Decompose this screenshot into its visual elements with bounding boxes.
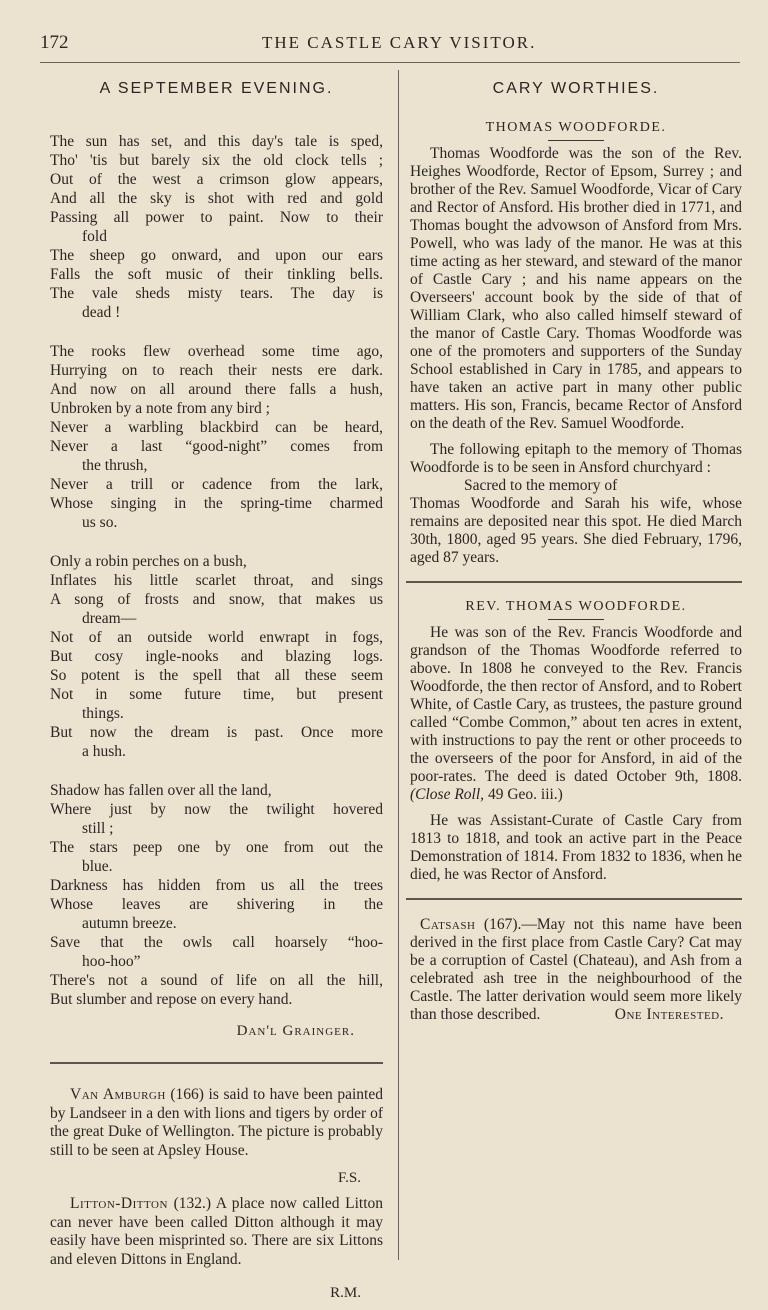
poem-title: A SEPTEMBER EVENING.	[99, 80, 334, 97]
poem-line: Whose singing in the spring-time charmed	[50, 495, 383, 512]
poem-line: So potent is the spell that all these seem	[50, 667, 383, 684]
note-heading: Catsash	[420, 916, 476, 933]
poem-line: a hush.	[82, 743, 126, 760]
poem-line: fold	[82, 228, 107, 245]
note-catsash	[410, 916, 742, 1024]
note-text: (166) is said to have been painted by Landseer in a den with lions and tigers by order of the great Duke of Wellington. The picture is probably still to be seen at Apsley House.	[50, 1086, 383, 1159]
poem-line: autumn breeze.	[82, 915, 177, 932]
poem-line: Inflates his little scarlet throat, and sings	[50, 572, 383, 589]
poem-line: dead !	[82, 304, 121, 321]
poem-line: the thrush,	[82, 457, 148, 474]
poem-line: The stars peep one by one from out the	[50, 839, 383, 856]
poem-line: Save that the owls call hoarsely “hoo-	[50, 934, 383, 951]
poem-line: Whose leaves are shivering in the	[50, 896, 383, 913]
poem-line: dream—	[82, 610, 137, 627]
section-divider	[406, 581, 742, 583]
poem-line: Falls the soft music of their tinkling bells.	[50, 266, 383, 283]
epitaph-first-line: Sacred to the memory of	[464, 477, 618, 494]
article-paragraph: He was Assistant-Curate of Castle Cary from 1813 to 1818, and took an active part in the Peace Demonstration of 1814. From 1832 to 1836, when he died, he was Rector of Ansford.	[410, 812, 742, 883]
article-title: THOMAS WOODFORDE.	[485, 120, 667, 135]
reference-end: 49 Geo. iii.)	[487, 786, 563, 803]
note-signature: One Interested.	[614, 1006, 724, 1023]
poem-line: us so.	[82, 514, 118, 531]
reference-italic: (Close Roll,	[410, 786, 485, 803]
left-column	[50, 76, 383, 1310]
note-heading: Van Amburgh	[70, 1086, 166, 1103]
title-rule	[548, 619, 604, 620]
poem-line: And all the sky is shot with red and gold	[50, 190, 383, 207]
poem-line: The sun has set, and this day's tale is sped,	[50, 133, 383, 150]
poem-line: A song of frosts and snow, that makes us	[50, 591, 383, 608]
poem-line: Unbroken by a note from any bird ;	[50, 400, 270, 417]
poem-line: Out of the west a crimson glow appears,	[50, 171, 383, 188]
poem-line: Only a robin perches on a bush,	[50, 553, 247, 570]
poem-line: And now on all around there falls a hush,	[50, 381, 383, 398]
article-title: REV. THOMAS WOODFORDE.	[465, 599, 687, 614]
note-litton-ditton	[50, 1195, 383, 1302]
title-rule	[548, 140, 604, 141]
poem-line: still ;	[82, 820, 114, 837]
article-paragraph	[410, 624, 742, 804]
column-rule	[398, 70, 399, 1260]
note-heading: Litton-Ditton	[70, 1195, 168, 1212]
poem-line: There's not a sound of life on all the hill,	[50, 972, 383, 989]
poem-line: Not in some future time, but present	[50, 686, 383, 703]
note-text: (132.) A place now called Litton can never have been called Ditton although it may easily have been misprinted so. There are six Littons and eleven Dittons in England.	[50, 1195, 384, 1268]
poem-line: The sheep go onward, and upon our ears	[50, 247, 383, 264]
poem-line: Where just by now the twilight hovered	[50, 801, 383, 818]
section-title: CARY WORTHIES.	[492, 80, 660, 97]
poem-stanza	[50, 552, 383, 761]
poem-line: But now the dream is past. Once more	[50, 724, 383, 741]
poem-stanza	[50, 342, 383, 532]
note-text: (167).—May not this name have been derived in the first place from Castle Cary? Cat may be a corruption of Castel (Chateau), and Ash from a celebrated ash tree in the neighbourhood of the Castle. The latter derivation would seem more likely than those described.	[410, 916, 742, 1023]
poem-stanza	[50, 132, 383, 322]
article-paragraph: The following epitaph to the memory of Thomas Woodforde is to be seen in Ansford churchyard :	[410, 441, 742, 476]
section-divider	[406, 898, 742, 900]
poem-line: But slumber and repose on every hand.	[50, 991, 293, 1008]
section-divider	[50, 1062, 383, 1064]
poem-stanza	[50, 781, 383, 1009]
poem-line: The rooks flew overhead some time ago,	[50, 343, 383, 360]
page-number: 172	[40, 32, 69, 53]
note-van-amburgh	[50, 1086, 383, 1187]
poem-line: things.	[82, 705, 124, 722]
poem-line: Not of an outside world enwrapt in fogs,	[50, 629, 383, 646]
poem-line: Tho' 'tis but barely six the old clock tells ;	[50, 152, 383, 169]
note-signature: R.M.	[330, 1285, 361, 1301]
poem-body	[50, 132, 383, 1009]
poem-line: The vale sheds misty tears. The day is	[50, 285, 383, 302]
note-signature: F.S.	[338, 1170, 361, 1186]
poem-line: Never a trill or cadence from the lark,	[50, 476, 383, 493]
epitaph-text: Thomas Woodforde and Sarah his wife, whose remains are deposited near this spot. He died March 30th, 1800, aged 95 years. She died February, 1796, aged 87 years.	[410, 495, 742, 566]
poem-line: Never a last “good-night” comes from	[50, 438, 383, 455]
right-column	[410, 76, 742, 1024]
poem-line: hoo-hoo”	[82, 953, 141, 970]
header-rule	[40, 62, 740, 63]
epitaph	[410, 477, 742, 567]
poem-line: Never a warbling blackbird can be heard,	[50, 419, 383, 436]
poem-line: Shadow has fallen over all the land,	[50, 782, 272, 799]
poem-line: Hurrying on to reach their nests ere dark.	[50, 362, 383, 379]
article-paragraph: Thomas Woodforde was the son of the Rev. Heighes Woodforde, Rector of Epsom, Surrey ; and brother of the Rev. Samuel Woodforde, Vicar of Cary and Rector of Ansford. His brother died in 1771, and Thomas bought the advowson of Ansford from Mrs. Powell, who was lady of the manor. He was at this time acting as her steward, and steward of the manor of Castle Cary ; and his name appears on the Overseers' account book by the side of that of William Clark, who also called himself steward of the manor of Castle Cary. Thomas Woodforde was one of the promoters and supporters of the Sunday School established in Cary in 1785, and appears to have taken an active part in many other public matters. His son, Francis, became Rector of Ansford on the death of the Rev. Samuel Woodforde.	[410, 145, 742, 432]
running-title: THE CASTLE CARY VISITOR.	[262, 33, 537, 52]
poem-line: Passing all power to paint. Now to their	[50, 209, 383, 226]
poem-line: But cosy ingle-nooks and blazing logs.	[50, 648, 383, 665]
article-text: He was son of the Rev. Francis Woodforde and grandson of the Thomas Woodforde referred to above. In 1808 he conveyed to the Rev. Francis Woodforde, the then rector of Ansford, and to Robert White, of Castle Cary, as trustees, the pasture ground called “Combe Common,” about ten acres in extent, with instructions to pay the rent or other proceeds to the overseers of the poor for Ansford, in aid of the poor-rates. The deed is dated October 9th, 1808.	[410, 624, 742, 785]
poem-line: Darkness has hidden from us all the trees	[50, 877, 383, 894]
poem-author: Dan'l Grainger.	[236, 1023, 355, 1039]
poem-line: blue.	[82, 858, 113, 875]
